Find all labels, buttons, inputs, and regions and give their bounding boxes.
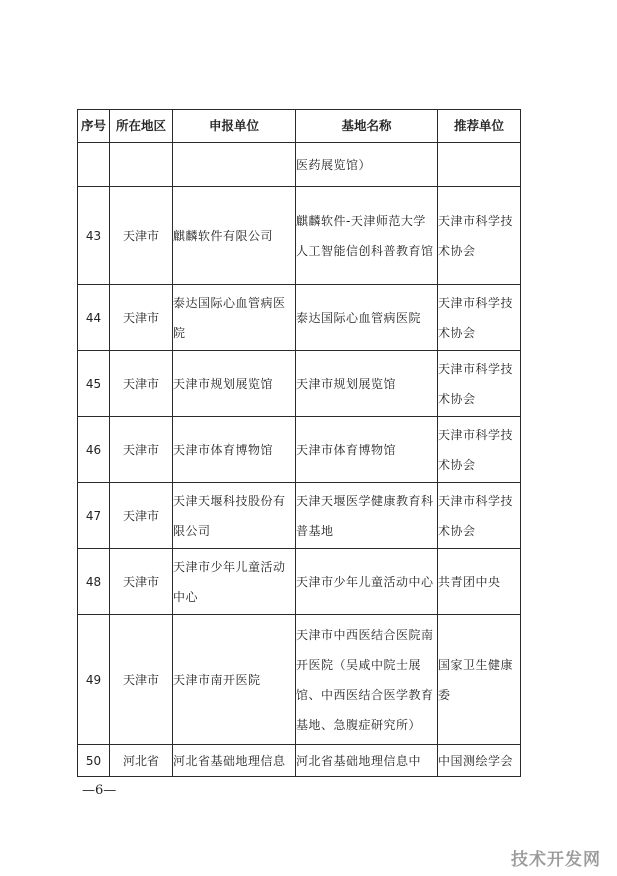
table-row — [78, 187, 521, 285]
header-region: 所在地区 — [110, 110, 173, 143]
table-header-row — [78, 110, 521, 143]
page-number: —6— — [82, 783, 117, 798]
row-base-name: 天津市少年儿童活动中心 — [296, 549, 438, 615]
row-base-name: 天津市体育博物馆 — [296, 417, 438, 483]
site-watermark: 技术开发网 — [511, 850, 601, 870]
row-recommender: 天津市科学技术协会 — [438, 187, 521, 285]
row-no: 47 — [78, 483, 110, 549]
header-unit: 申报单位 — [173, 110, 296, 143]
row-no — [78, 143, 110, 187]
row-base-name: 天津天堰医学健康教育科普基地 — [296, 483, 438, 549]
row-unit: 天津市规划展览馆 — [173, 351, 296, 417]
row-no: 46 — [78, 417, 110, 483]
row-region: 天津市 — [110, 187, 173, 285]
row-no: 43 — [78, 187, 110, 285]
row-unit: 麒麟软件有限公司 — [173, 187, 296, 285]
row-region: 天津市 — [110, 285, 173, 351]
row-base-name: 麒麟软件-天津师范大学人工智能信创科普教育馆 — [296, 187, 438, 285]
row-base-name: 泰达国际心血管病医院 — [296, 285, 438, 351]
row-region: 天津市 — [110, 483, 173, 549]
row-no: 48 — [78, 549, 110, 615]
row-recommender: 天津市科学技术协会 — [438, 351, 521, 417]
row-no: 44 — [78, 285, 110, 351]
header-base-name: 基地名称 — [296, 110, 438, 143]
row-unit: 天津天堰科技股份有限公司 — [173, 483, 296, 549]
row-unit: 河北省基础地理信息 — [173, 745, 296, 777]
row-unit: 天津市南开医院 — [173, 615, 296, 745]
table-row — [78, 483, 521, 549]
row-recommender: 天津市科学技术协会 — [438, 285, 521, 351]
row-recommender: 天津市科学技术协会 — [438, 417, 521, 483]
table-row — [78, 285, 521, 351]
row-no: 45 — [78, 351, 110, 417]
row-region — [110, 143, 173, 187]
row-unit: 天津市体育博物馆 — [173, 417, 296, 483]
row-base-name: 天津市中西医结合医院南开医院（吴咸中院士展馆、中西医结合医学教育基地、急腹症研究所） — [296, 615, 438, 745]
row-recommender: 天津市科学技术协会 — [438, 483, 521, 549]
header-recommender: 推荐单位 — [438, 110, 521, 143]
row-unit — [173, 143, 296, 187]
table-row — [78, 351, 521, 417]
row-recommender: 共青团中央 — [438, 549, 521, 615]
table-row — [78, 417, 521, 483]
row-base-name: 河北省基础地理信息中 — [296, 745, 438, 777]
row-no: 49 — [78, 615, 110, 745]
row-region: 天津市 — [110, 615, 173, 745]
table-row — [78, 143, 521, 187]
row-unit: 泰达国际心血管病医院 — [173, 285, 296, 351]
row-base-name: 天津市规划展览馆 — [296, 351, 438, 417]
row-region: 天津市 — [110, 417, 173, 483]
row-recommender — [438, 143, 521, 187]
table-row — [78, 745, 521, 777]
row-base-name: 医药展览馆） — [296, 143, 438, 187]
row-recommender: 中国测绘学会 — [438, 745, 521, 777]
table-row — [78, 549, 521, 615]
row-region: 天津市 — [110, 351, 173, 417]
row-unit: 天津市少年儿童活动中心 — [173, 549, 296, 615]
row-recommender: 国家卫生健康委 — [438, 615, 521, 745]
row-region: 河北省 — [110, 745, 173, 777]
table-row — [78, 615, 521, 745]
row-region: 天津市 — [110, 549, 173, 615]
row-no: 50 — [78, 745, 110, 777]
science-base-table — [77, 109, 521, 777]
header-no: 序号 — [78, 110, 110, 143]
